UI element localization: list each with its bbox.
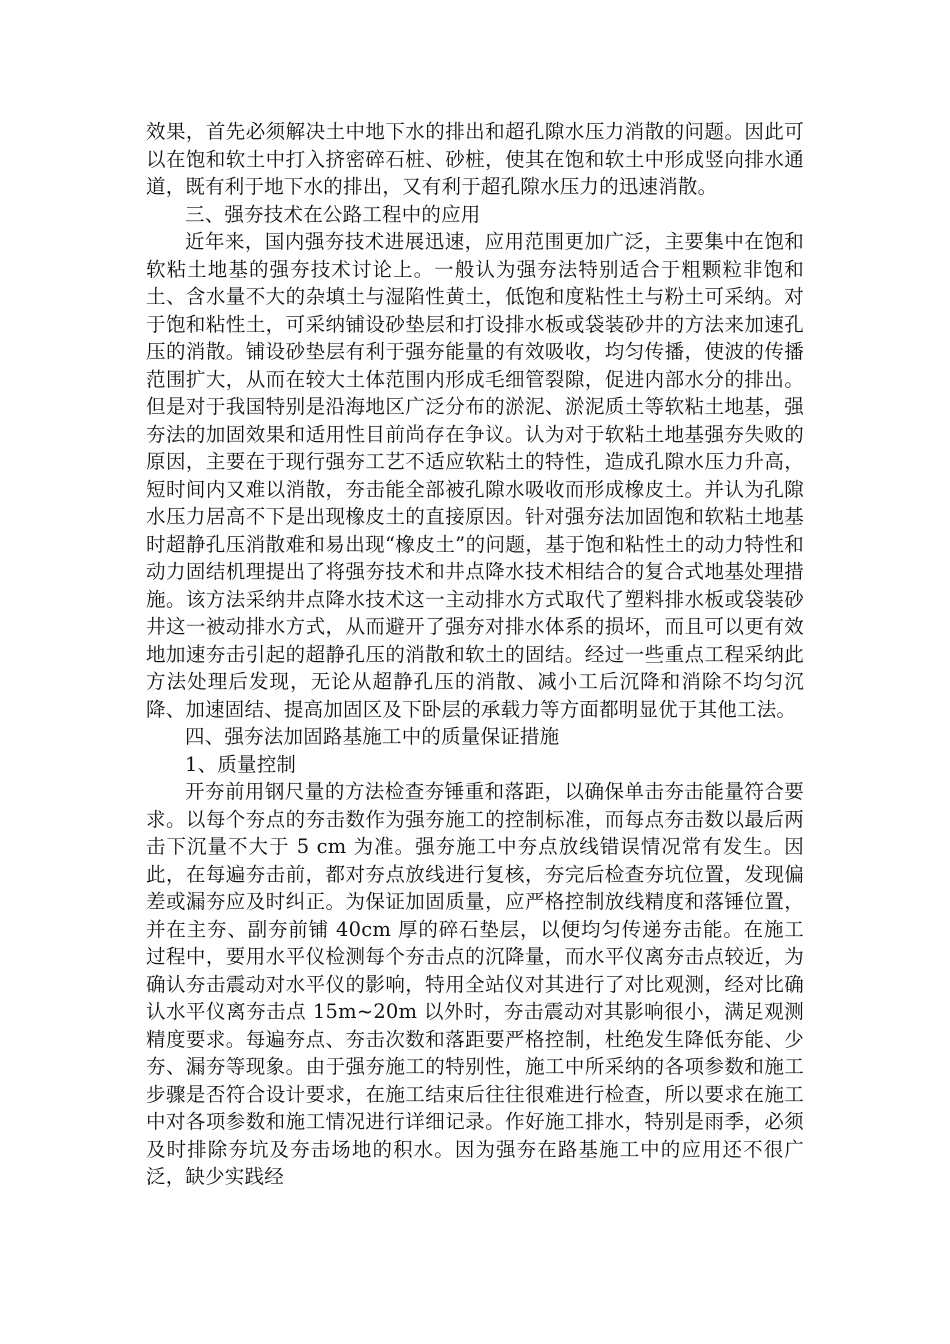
subsection-heading-quality-control: 1、质量控制 [185,752,297,776]
section-heading-4: 四、强夯法加固路基施工中的质量保证措施 [185,725,560,748]
paragraph-quality-control: 开夯前用钢尺量的方法检查夯锤重和落距，以确保单击夯击能量符合要求。以每个夯点的夯击数作为强夯施工的控制标准，而每点夯击数以最后两击下沉量不大于 5 cm 为准。强夯施工中夯点放线错误情况常有发生。因此，在每遍夯击前，都对夯点放线进行复核，夯完后检查夯坑位置，发现偏差或漏夯应及时纠正。为保证加固质量，应严格控制放线精度和落锤位置，并在主夯、副夯前铺 40cm 厚的碎石垫层，以便均匀传递夯击能。在施工过程中，要用水平仪检测每个夯击点的沉降量，而水平仪离夯击点较近，为确认夯击震动对水平仪的影响，特用全站仪对其进行了对比观测，经对比确认水平仪离夯击点 15m~20m 以外时，夯击震动对其影响很小，满足观测精度要求。每遍夯点、夯击次数和落距要严格控制，杜绝发生降低夯能、少夯、漏夯等现象。由于强夯施工的特别性，施工中所采纳的各项参数和施工步骤是否符合设计要求，在施工结束后往往很难进行检查，所以要求在施工中对各项参数和施工情况进行详细记录。作好施工排水，特别是雨季，必须及时排除夯坑及夯击场地的积水。因为强夯在路基施工中的应用还不很广泛，缺少实践经 [146,780,804,1188]
document-page [146,118,804,1191]
section-heading-3: 三、强夯技术在公路工程中的应用 [185,202,481,226]
paragraph-highway-application: 近年来，国内强夯技术进展迅速，应用范围更加广泛，主要集中在饱和软粘土地基的强夯技术讨论上。一般认为强夯法特别适合于粗颗粒非饱和土、含水量不大的杂填土与湿陷性黄土，低饱和度粘性土与粉土可采纳。对于饱和粘性土，可采纳铺设砂垫层和打设排水板或袋装砂井的方法来加速孔压的消散。铺设砂垫层有利于强夯能量的有效吸收，均匀传播，使波的传播范围扩大，从而在较大土体范围内形成毛细管裂隙，促进内部水分的排出。但是对于我国特别是沿海地区广泛分布的淤泥、淤泥质土等软粘土地基，强夯法的加固效果和适用性目前尚存在争议。认为对于软粘土地基强夯失败的原因，主要在于现行强夯工艺不适应软粘土的特性，造成孔隙水压力升高，短时间内又难以消散，夯击能全部被孔隙水吸收而形成橡皮土。并认为孔隙水压力居高不下是出现橡皮土的直接原因。针对强夯法加固饱和软粘土地基时超静孔压消散难和易出现“橡皮土”的问题，基于饱和粘性土的动力特性和动力固结机理提出了将强夯技术和井点降水技术相结合的复合式地基处理措施。该方法采纳井点降水技术这一主动排水方式取代了塑料排水板或袋装砂井这一被动排水方式，从而避开了强夯对排水体系的损坏，而且可以更有效地加速夯击引起的超静孔压的消散和软土的固结。经过一些重点工程采纳此方法处理后发现，无论从超静孔压的消散、减小工后沉降和消除不均匀沉降、加速固结、提高加固区及下卧层的承载力等方面都明显优于其他工法。 [146,230,804,721]
paragraph-intro-continuation: 效果，首先必须解决土中地下水的排出和超孔隙水压力消散的问题。因此可以在饱和软土中打入挤密碎石桩、砂桩，使其在饱和软土中形成竖向排水通道，既有利于地下水的排出，又有利于超孔隙水压力的迅速消散。 [146,120,804,198]
